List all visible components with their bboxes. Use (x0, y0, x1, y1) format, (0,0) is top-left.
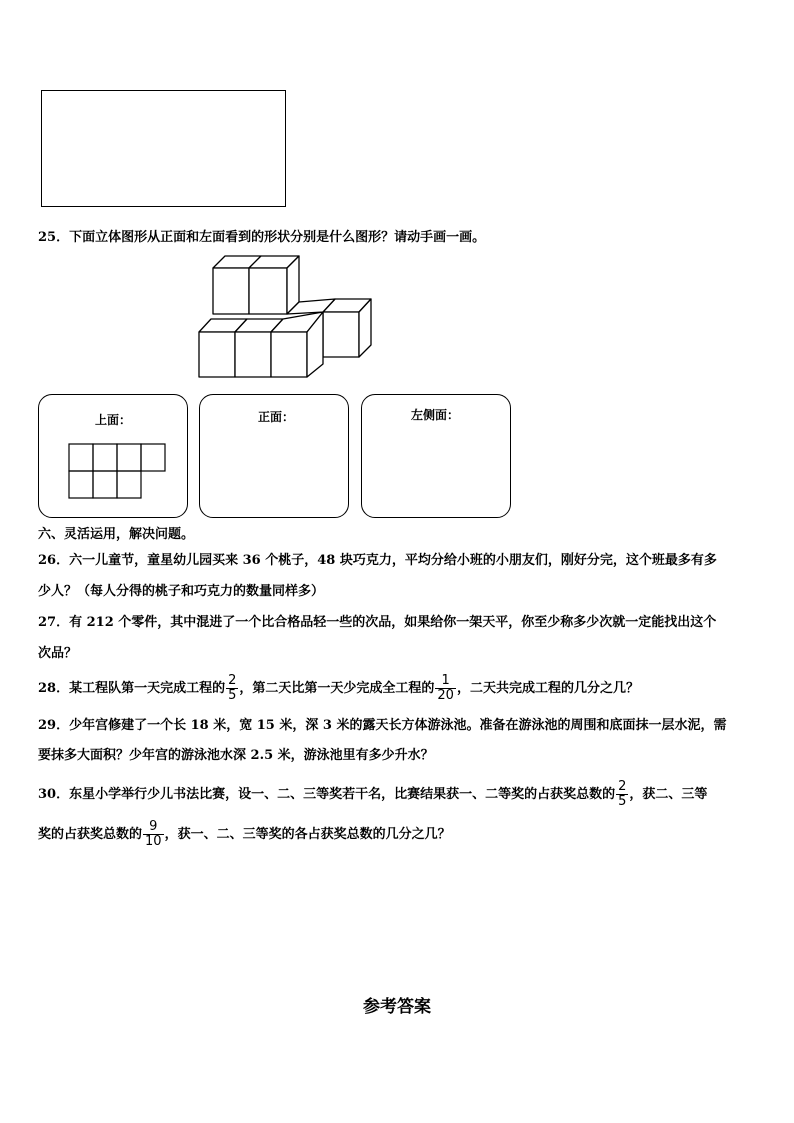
front-view-box[interactable] (199, 394, 349, 518)
question-28 (38, 672, 639, 706)
question-29-line2: 要抹多大面积？少年宫的游泳池水深 2.5 米，游泳池里有多少升水？ (38, 748, 434, 763)
fraction-1-20: $\frac{1}{20}$ (437, 673, 454, 703)
fraction-2-5-q30: $\frac{2}{5}$ (618, 779, 627, 809)
question-27-line1: 27．有 212 个零件，其中混进了一个比合格品轻一些的次品，如果给你一架天平，你至少称多少次就一定能找出这个 (38, 615, 717, 630)
question-26-line2: 少人？（每人分得的桃子和巧克力的数量同样多） (38, 584, 325, 599)
left-view-box[interactable] (361, 394, 511, 518)
question-28-part1: 28．某工程队第一天完成工程的 (38, 681, 226, 696)
question-27-line2: 次品？ (38, 646, 78, 661)
drawing-answer-box[interactable] (41, 90, 286, 207)
cube-right-back (323, 299, 371, 357)
question-28-part3: ，二天共完成工程的几分之几？ (456, 681, 639, 696)
question-30-line1 (38, 778, 707, 812)
question-30-line2 (38, 818, 451, 852)
question-29-line1: 29．少年宫修建了一个长 18 米，宽 15 米，深 3 米的露天长方体游泳池。准备在游泳池的周围和底面抹一层水泥，需 (38, 718, 727, 733)
question-30-part3: 奖的占获奖总数的 (38, 827, 143, 842)
question-30-part2: ，获二、三等 (629, 787, 708, 802)
fraction-2-5: $\frac{2}{5}$ (228, 673, 237, 703)
fraction-9-10: $\frac{9}{10}$ (145, 819, 162, 849)
top-view-box[interactable] (38, 394, 188, 518)
left-view-label: 左侧面： (411, 408, 460, 422)
question-30-part1: 30．东星小学举行少儿书法比赛，设一、二、三等奖若干名，比赛结果获一、二等奖的占获奖总数的 (38, 787, 616, 802)
question-26-line1: 26．六一儿童节，童星幼儿园买来 36 个桃子，48 块巧克力，平均分给小班的小朋友们，刚好分完，这个班最多有多 (38, 553, 717, 568)
cube-top-right (249, 256, 299, 314)
question-25-text: 25．下面立体图形从正面和左面看到的形状分别是什么图形？请动手画一画。 (38, 230, 486, 245)
answers-heading: 参考答案 (363, 997, 431, 1017)
cube-solid-figure (195, 252, 380, 380)
question-30-part4: ，获一、二、三等奖的各占获奖总数的几分之几？ (164, 827, 451, 842)
top-view-label: 上面： (95, 413, 132, 427)
top-view-grid (68, 443, 170, 501)
front-view-label: 正面： (258, 410, 295, 424)
question-28-part2: ，第二天比第一天少完成全工程的 (239, 681, 435, 696)
section-6-heading: 六、灵活运用，解决问题。 (38, 527, 195, 542)
